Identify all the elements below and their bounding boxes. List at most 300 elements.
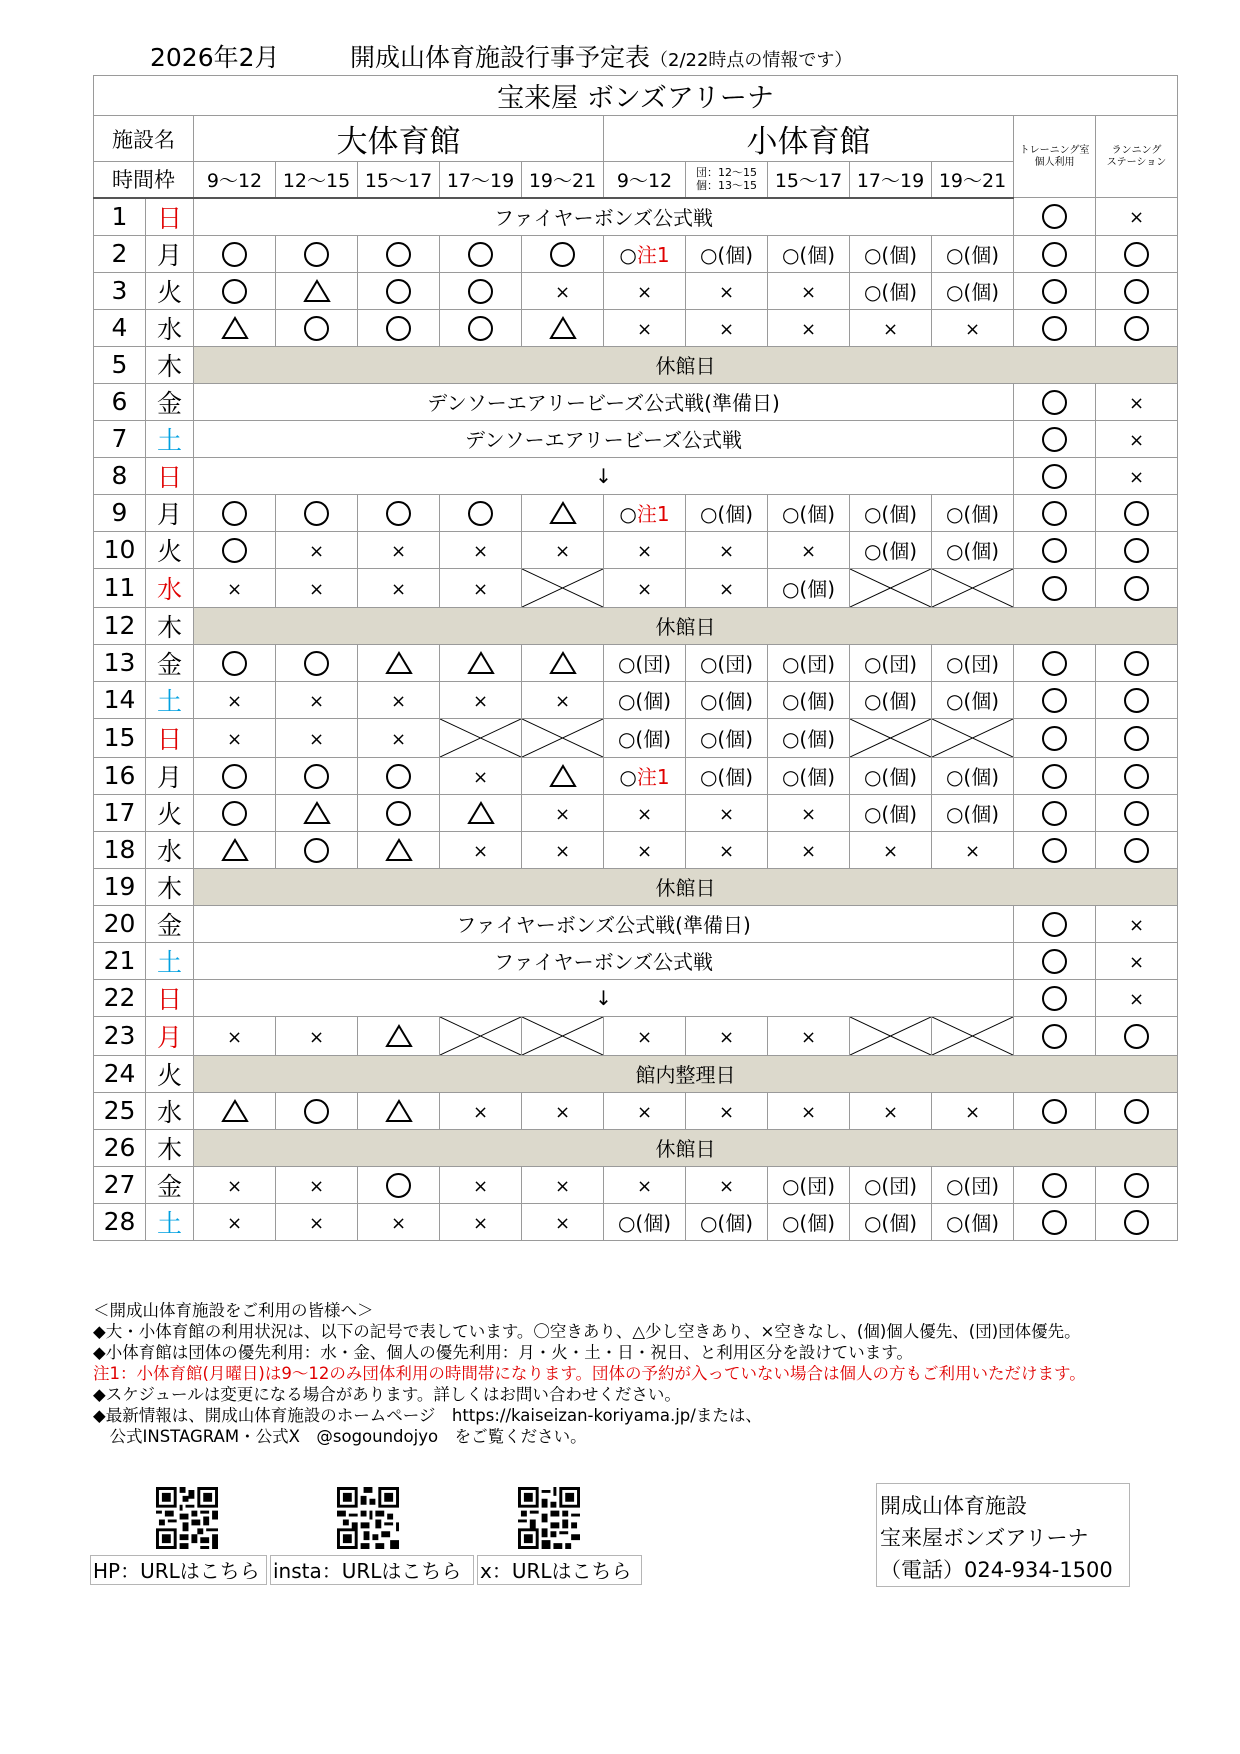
small-hall-slot: [932, 794, 1014, 831]
available-circle-icon: [1124, 726, 1149, 751]
large-hall-slot: [276, 1166, 358, 1203]
timeslot-label: 時間枠: [94, 162, 194, 198]
available-circle-icon: [1042, 242, 1067, 267]
large-hall-slot: [440, 831, 522, 868]
small-hall-status: ○(個): [945, 280, 1000, 304]
status-circle: ○: [619, 765, 637, 789]
large-hall-title: 大体育館: [194, 116, 604, 162]
large-hall-slot: [358, 272, 440, 309]
training-status: [1014, 718, 1096, 757]
unavailable-mark: ×: [1128, 207, 1145, 229]
day-number: 23: [94, 1016, 146, 1055]
weekday: 金: [146, 1166, 194, 1203]
large-hall-slot: [358, 681, 440, 718]
large-hall-slot: [440, 794, 522, 831]
day-number: 6: [94, 383, 146, 420]
day-number: 15: [94, 718, 146, 757]
small-hall-status: ○(個): [781, 727, 836, 751]
hp-qr-code-icon[interactable]: [156, 1487, 218, 1549]
notes-heading: ＜開成山体育施設をご利用の皆様へ＞: [93, 1301, 374, 1320]
contact-arena-name: 宝来屋ボンズアリーナ: [880, 1526, 1089, 1550]
available-circle-icon: [222, 801, 247, 826]
available-circle-icon: [1042, 427, 1067, 452]
small-hall-status: ○(団): [781, 652, 836, 676]
limited-triangle-icon: [221, 316, 249, 340]
limited-triangle-icon: [385, 651, 413, 675]
large-hall-slot: [522, 831, 604, 868]
available-circle-icon: [1124, 501, 1149, 526]
day-number: 14: [94, 681, 146, 718]
weekday: 土: [146, 1203, 194, 1240]
no-slot-cross-icon: [440, 1017, 521, 1055]
no-slot-cross-icon: [850, 569, 931, 607]
large-hall-slot: [440, 1016, 522, 1055]
note-1-marker: 注1: [636, 243, 670, 267]
unavailable-mark: ×: [882, 1101, 899, 1123]
day-number: 9: [94, 494, 146, 531]
running-status: [1096, 531, 1178, 568]
small-hall-slot: [850, 794, 932, 831]
unavailable-mark: ×: [226, 578, 243, 600]
available-circle-icon: [1124, 1173, 1149, 1198]
limited-triangle-icon: [303, 801, 331, 825]
available-circle-icon: [1042, 576, 1067, 601]
running-status: [1096, 383, 1178, 420]
large-slot-9-12: 9～12: [194, 162, 276, 198]
unavailable-mark: ×: [1128, 466, 1145, 488]
small-hall-status: ○(個): [863, 802, 918, 826]
large-hall-slot: [522, 1016, 604, 1055]
large-hall-slot: [194, 1203, 276, 1240]
small-hall-slot: [686, 272, 768, 309]
available-circle-icon: [304, 838, 329, 863]
large-hall-slot: [276, 794, 358, 831]
large-hall-slot: [358, 1092, 440, 1129]
x-qr-code-icon[interactable]: [518, 1487, 580, 1549]
large-hall-slot: [522, 794, 604, 831]
training-status: [1014, 794, 1096, 831]
weekday: 水: [146, 1092, 194, 1129]
unavailable-mark: ×: [390, 690, 407, 712]
small-hall-slot: [686, 1203, 768, 1240]
small-slot-12-15: [686, 162, 768, 198]
no-slot-cross-icon: [850, 1017, 931, 1055]
weekday: 木: [146, 868, 194, 905]
running-status: [1096, 457, 1178, 494]
unavailable-mark: ×: [390, 728, 407, 750]
large-hall-slot: [358, 757, 440, 794]
day-number: 8: [94, 457, 146, 494]
small-hall-slot: [850, 235, 932, 272]
weekday: 金: [146, 644, 194, 681]
weekday: 土: [146, 942, 194, 979]
weekday: 金: [146, 905, 194, 942]
small-hall-slot: [768, 644, 850, 681]
large-hall-slot: [194, 644, 276, 681]
closed-day-cell: 休館日: [194, 868, 1178, 905]
small-hall-slot: [604, 309, 686, 346]
large-hall-slot: [194, 309, 276, 346]
available-circle-icon: [304, 501, 329, 526]
day-row: [94, 979, 1178, 1016]
no-slot-cross-icon: [932, 719, 1013, 757]
running-status: [1096, 681, 1178, 718]
running-status: [1096, 1092, 1178, 1129]
training-room-header: [1014, 116, 1096, 198]
unavailable-mark: ×: [718, 578, 735, 600]
training-status: [1014, 681, 1096, 718]
day-number: 13: [94, 644, 146, 681]
small-hall-slot: [932, 1016, 1014, 1055]
available-circle-icon: [1124, 688, 1149, 713]
limited-triangle-icon: [303, 279, 331, 303]
small-hall-slot: [604, 568, 686, 607]
small-hall-status: ○(個): [945, 765, 1000, 789]
small-hall-slot: [686, 681, 768, 718]
running-status: [1096, 568, 1178, 607]
weekday: 木: [146, 346, 194, 383]
unavailable-mark: ×: [800, 840, 817, 862]
weekday: 土: [146, 420, 194, 457]
small-hall-slot: [768, 831, 850, 868]
large-hall-slot: [440, 1092, 522, 1129]
training-status: [1014, 420, 1096, 457]
small-hall-status: ○(個): [781, 243, 836, 267]
weekday: 日: [146, 979, 194, 1016]
unavailable-mark: ×: [800, 1101, 817, 1123]
available-circle-icon: [304, 242, 329, 267]
available-circle-icon: [1042, 838, 1067, 863]
unavailable-mark: ×: [636, 281, 653, 303]
event-cell: デンソーエアリービーズ公式戦(準備日): [194, 383, 1014, 420]
unavailable-mark: ×: [800, 540, 817, 562]
available-circle-icon: [1124, 1099, 1149, 1124]
running-status: [1096, 198, 1178, 236]
large-hall-slot: [194, 831, 276, 868]
hp-url-link[interactable]: HP：URLはこちら: [90, 1555, 267, 1585]
unavailable-mark: ×: [308, 1212, 325, 1234]
small-hall-status: ○(団): [617, 652, 672, 676]
available-circle-icon: [1042, 501, 1067, 526]
running-status: [1096, 272, 1178, 309]
training-status: [1014, 905, 1096, 942]
small-hall-status: ○(個): [699, 727, 754, 751]
large-hall-slot: [522, 644, 604, 681]
weekday: 火: [146, 272, 194, 309]
large-hall-slot: [276, 757, 358, 794]
day-row: [94, 531, 1178, 568]
small-hall-status: ○(個): [781, 765, 836, 789]
unavailable-mark: ×: [718, 1175, 735, 1197]
small-hall-slot: [932, 272, 1014, 309]
running-status: [1096, 420, 1178, 457]
small-hall-slot: [932, 531, 1014, 568]
weekday: 水: [146, 831, 194, 868]
day-row: [94, 272, 1178, 309]
small-hall-status: ○(個): [863, 765, 918, 789]
available-circle-icon: [222, 501, 247, 526]
unavailable-mark: ×: [1128, 914, 1145, 936]
available-circle-icon: [386, 279, 411, 304]
large-hall-slot: [522, 1203, 604, 1240]
day-row: [94, 568, 1178, 607]
large-hall-slot: [194, 757, 276, 794]
small-hall-status: ○(個): [863, 280, 918, 304]
small-hall-slot: [932, 1092, 1014, 1129]
unavailable-mark: ×: [308, 690, 325, 712]
day-row: [94, 1016, 1178, 1055]
available-circle-icon: [386, 316, 411, 341]
small-hall-status: ○(団): [699, 652, 754, 676]
running-status: [1096, 979, 1178, 1016]
event-cell: ↓: [194, 457, 1014, 494]
small-hall-slot: [686, 718, 768, 757]
day-row: [94, 681, 1178, 718]
small-hall-slot: [768, 681, 850, 718]
large-hall-slot: [440, 494, 522, 531]
no-slot-cross-icon: [440, 719, 521, 757]
contact-facility-name: 開成山体育施設: [880, 1494, 1027, 1518]
small-hall-slot: [932, 718, 1014, 757]
running-status: [1096, 794, 1178, 831]
day-row: [94, 457, 1178, 494]
insta-qr-code-icon[interactable]: [337, 1487, 399, 1549]
training-status: [1014, 979, 1096, 1016]
small-hall-slot: [604, 718, 686, 757]
day-row: [94, 346, 1178, 383]
small-hall-slot: [850, 309, 932, 346]
available-circle-icon: [1124, 576, 1149, 601]
small-hall-slot: [604, 1203, 686, 1240]
unavailable-mark: ×: [472, 540, 489, 562]
limited-triangle-icon: [385, 838, 413, 862]
large-slot-12-15: 12～15: [276, 162, 358, 198]
closed-day-cell: 休館日: [194, 607, 1178, 644]
large-hall-slot: [522, 718, 604, 757]
note-latest-info: ◆最新情報は、開成山体育施設のホームページ https://kaiseizan-koriyama.jp/または、: [93, 1406, 762, 1425]
small-slot-group-line: 団：12～15: [696, 166, 757, 180]
small-hall-slot: [768, 531, 850, 568]
small-hall-title: 小体育館: [604, 116, 1014, 162]
facility-label: 施設名: [94, 116, 194, 162]
limited-triangle-icon: [385, 1099, 413, 1123]
large-hall-slot: [440, 531, 522, 568]
available-circle-icon: [304, 316, 329, 341]
small-hall-status: ○(個): [945, 502, 1000, 526]
small-hall-slot: [932, 568, 1014, 607]
available-circle-icon: [1042, 986, 1067, 1011]
large-hall-slot: [276, 309, 358, 346]
small-hall-slot: [850, 1092, 932, 1129]
limited-triangle-icon: [467, 651, 495, 675]
day-row: [94, 494, 1178, 531]
contact-box: [876, 1483, 1130, 1587]
unavailable-mark: ×: [226, 690, 243, 712]
small-hall-status: ○(個): [781, 689, 836, 713]
page-title: 開成山体育施設行事予定表: [350, 43, 651, 72]
available-circle-icon: [1042, 726, 1067, 751]
available-circle-icon: [1124, 316, 1149, 341]
unavailable-mark: ×: [636, 578, 653, 600]
available-circle-icon: [468, 501, 493, 526]
insta-url-link[interactable]: insta：URLはこちら: [270, 1555, 474, 1585]
available-circle-icon: [386, 501, 411, 526]
small-hall-slot: [850, 681, 932, 718]
no-slot-cross-icon: [932, 569, 1013, 607]
small-hall-slot: [768, 1166, 850, 1203]
small-hall-slot: [686, 568, 768, 607]
large-hall-slot: [358, 1016, 440, 1055]
large-hall-slot: [440, 309, 522, 346]
day-row: [94, 607, 1178, 644]
note-1-marker: 注1: [636, 502, 670, 526]
training-status: [1014, 494, 1096, 531]
available-circle-icon: [1042, 464, 1067, 489]
small-hall-status: ○(個): [699, 689, 754, 713]
weekday: 火: [146, 1055, 194, 1092]
day-number: 3: [94, 272, 146, 309]
large-hall-slot: [522, 1092, 604, 1129]
small-hall-slot: [686, 235, 768, 272]
large-hall-slot: [194, 1166, 276, 1203]
small-hall-status: ○(個): [863, 539, 918, 563]
large-hall-slot: [522, 531, 604, 568]
large-hall-slot: [358, 494, 440, 531]
large-hall-slot: [440, 1166, 522, 1203]
unavailable-mark: ×: [636, 803, 653, 825]
event-cell: ファイヤーボンズ公式戦: [194, 942, 1014, 979]
day-number: 12: [94, 607, 146, 644]
unavailable-mark: ×: [226, 1026, 243, 1048]
small-hall-slot: [604, 272, 686, 309]
weekday: 火: [146, 531, 194, 568]
large-hall-slot: [276, 494, 358, 531]
small-hall-status: ○(個): [617, 689, 672, 713]
available-circle-icon: [468, 316, 493, 341]
unavailable-mark: ×: [964, 840, 981, 862]
available-circle-icon: [304, 764, 329, 789]
limited-triangle-icon: [467, 801, 495, 825]
running-status: [1096, 1203, 1178, 1240]
large-hall-slot: [276, 681, 358, 718]
available-circle-icon: [1124, 1210, 1149, 1235]
large-hall-slot: [276, 568, 358, 607]
available-circle-icon: [1124, 801, 1149, 826]
unavailable-mark: ×: [882, 318, 899, 340]
unavailable-mark: ×: [472, 690, 489, 712]
running-status: [1096, 905, 1178, 942]
training-status: [1014, 457, 1096, 494]
status-circle: ○: [619, 243, 637, 267]
unavailable-mark: ×: [636, 840, 653, 862]
small-hall-status: ○(個): [699, 1211, 754, 1235]
training-status: [1014, 235, 1096, 272]
large-hall-slot: [440, 718, 522, 757]
training-status: [1014, 831, 1096, 868]
small-hall-status: ○(個): [945, 802, 1000, 826]
unavailable-mark: ×: [472, 766, 489, 788]
small-hall-status: ○(個): [699, 765, 754, 789]
day-row: [94, 757, 1178, 794]
available-circle-icon: [1042, 651, 1067, 676]
unavailable-mark: ×: [226, 728, 243, 750]
no-slot-cross-icon: [522, 1017, 603, 1055]
available-circle-icon: [1042, 316, 1067, 341]
unavailable-mark: ×: [964, 318, 981, 340]
small-hall-status: ○(個): [863, 243, 918, 267]
weekday: 月: [146, 494, 194, 531]
closed-day-cell: 館内整理日: [194, 1055, 1178, 1092]
large-hall-slot: [358, 1166, 440, 1203]
large-hall-slot: [440, 272, 522, 309]
unavailable-mark: ×: [308, 1175, 325, 1197]
unavailable-mark: ×: [636, 318, 653, 340]
small-slot-15-17: 15～17: [768, 162, 850, 198]
small-hall-status: ○(団): [945, 1174, 1000, 1198]
small-hall-slot: [932, 494, 1014, 531]
small-hall-slot: [768, 235, 850, 272]
training-status: [1014, 1203, 1096, 1240]
unavailable-mark: ×: [472, 1101, 489, 1123]
unavailable-mark: ×: [718, 1101, 735, 1123]
small-hall-status: ○(団): [863, 652, 918, 676]
available-circle-icon: [1124, 242, 1149, 267]
available-circle-icon: [1042, 688, 1067, 713]
large-hall-slot: [276, 718, 358, 757]
arena-name: 宝来屋 ボンズアリーナ: [94, 76, 1178, 116]
unavailable-mark: ×: [718, 281, 735, 303]
running-status: [1096, 757, 1178, 794]
small-slot-19-21: 19～21: [932, 162, 1014, 198]
no-slot-cross-icon: [932, 1017, 1013, 1055]
unavailable-mark: ×: [636, 1101, 653, 1123]
available-circle-icon: [550, 242, 575, 267]
day-row: [94, 235, 1178, 272]
small-hall-slot: [604, 757, 686, 794]
unavailable-mark: ×: [308, 578, 325, 600]
weekday: 日: [146, 457, 194, 494]
note-1-monday: 注1：小体育館(月曜日)は9～12のみ団体利用の時間帯になります。団体の予約が入っていない場合は個人の方もご利用いただけます。: [93, 1364, 1086, 1383]
unavailable-mark: ×: [308, 1026, 325, 1048]
unavailable-mark: ×: [800, 1026, 817, 1048]
unavailable-mark: ×: [1128, 951, 1145, 973]
small-hall-slot: [686, 494, 768, 531]
unavailable-mark: ×: [554, 1212, 571, 1234]
available-circle-icon: [1042, 538, 1067, 563]
day-number: 22: [94, 979, 146, 1016]
available-circle-icon: [222, 538, 247, 563]
day-number: 28: [94, 1203, 146, 1240]
info-date-note: （2/22時点の情報です）: [650, 50, 853, 71]
available-circle-icon: [1042, 801, 1067, 826]
large-hall-slot: [358, 235, 440, 272]
day-number: 27: [94, 1166, 146, 1203]
large-hall-slot: [522, 272, 604, 309]
available-circle-icon: [222, 764, 247, 789]
day-row: [94, 905, 1178, 942]
day-number: 1: [94, 198, 146, 236]
unavailable-mark: ×: [800, 803, 817, 825]
available-circle-icon: [304, 1099, 329, 1124]
event-cell: ファイヤーボンズ公式戦: [194, 198, 1014, 236]
running-station-header: [1096, 116, 1178, 198]
day-row: [94, 1092, 1178, 1129]
small-hall-slot: [850, 831, 932, 868]
training-status: [1014, 531, 1096, 568]
x-url-link[interactable]: x：URLはこちら: [477, 1555, 642, 1585]
weekday: 月: [146, 757, 194, 794]
day-number: 17: [94, 794, 146, 831]
